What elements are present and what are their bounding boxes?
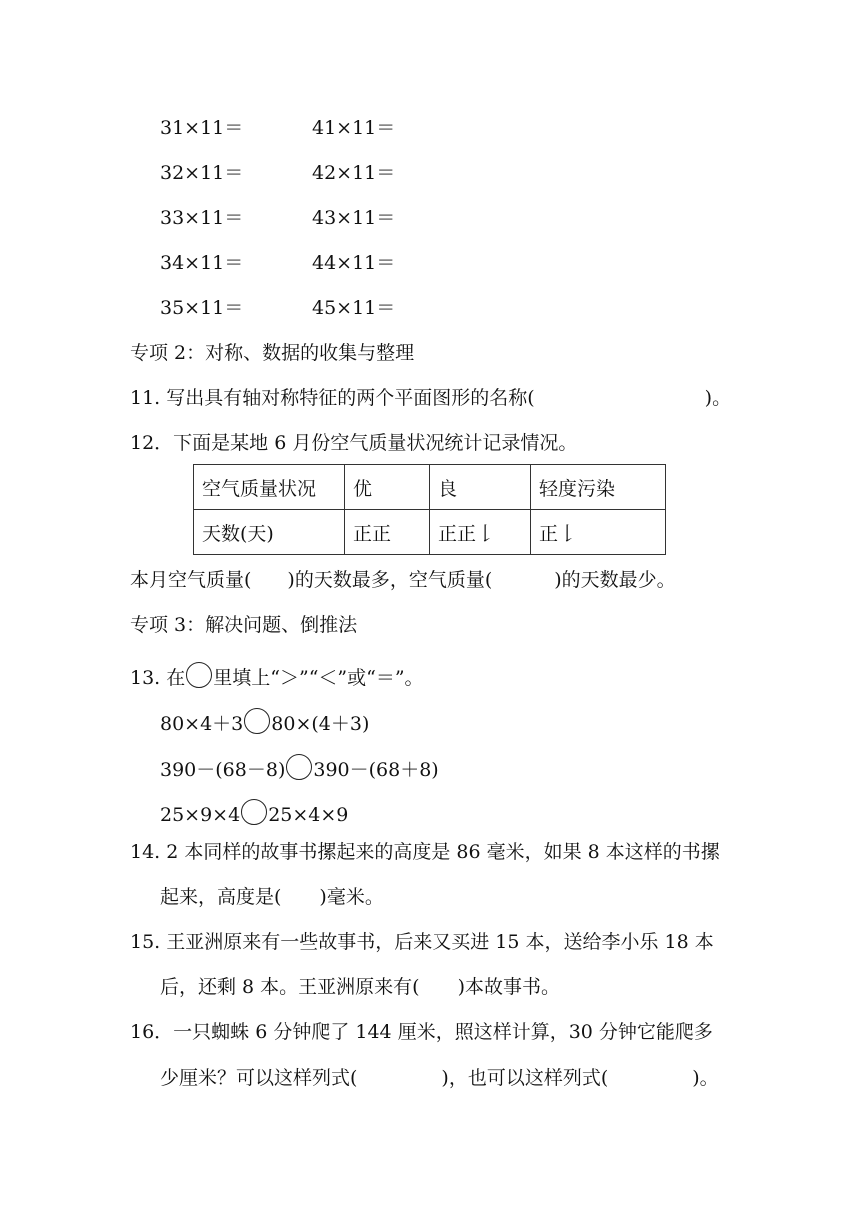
table-row — [194, 510, 666, 555]
table-cell: 轻度污染 — [531, 465, 666, 510]
followup-text: )的天数最少。 — [554, 569, 676, 591]
table-cell: 空气质量状况 — [194, 465, 345, 510]
question-15-text: 后，还剩 8 本。王亚洲原来有( — [160, 976, 420, 998]
followup-text: )的天数最多，空气质量( — [287, 569, 493, 591]
multiplication-item: 42×11＝ — [312, 162, 396, 184]
compare-item — [160, 799, 348, 827]
table-cell: 天数(天) — [194, 510, 345, 555]
multiplication-item: 33×11＝ — [160, 207, 244, 229]
multiplication-item: 32×11＝ — [160, 162, 244, 184]
question-11-text: 11. 写出具有轴对称特征的两个平面图形的名称( — [130, 387, 535, 409]
followup-text: 本月空气质量( — [130, 569, 252, 591]
question-16-end: )。 — [692, 1067, 719, 1089]
table-cell: 正正𠄌 — [430, 510, 531, 555]
section-title: 专项 3：解决问题、倒推法 — [130, 614, 358, 636]
table-cell: 正正 — [345, 510, 430, 555]
compare-item — [160, 708, 369, 736]
compare-item — [160, 754, 439, 782]
question-16-mid: )，也可以这样列式( — [441, 1067, 609, 1089]
table-row — [194, 465, 666, 510]
compare-right: 80×(4＋3) — [271, 713, 370, 735]
question-13-prefix: 13. 在 — [130, 667, 186, 689]
section-title: 专项 2：对称、数据的收集与整理 — [130, 342, 415, 364]
compare-right: 390－(68＋8) — [313, 759, 439, 781]
compare-circle-blank[interactable] — [241, 799, 267, 825]
question-14-line1: 14. 2 本同样的故事书摞起来的高度是 86 毫米，如果 8 本这样的书摞 — [130, 841, 720, 863]
multiplication-item: 41×11＝ — [312, 117, 396, 139]
question-14-end: )毫米。 — [319, 886, 384, 908]
compare-circle-blank[interactable] — [286, 754, 312, 780]
circle-icon — [186, 662, 212, 688]
question-12-followup — [130, 568, 676, 592]
question-14-text: 起来，高度是( — [160, 886, 282, 908]
table-cell: 正𠄌 — [531, 510, 666, 555]
multiplication-item: 34×11＝ — [160, 252, 244, 274]
question-11 — [130, 386, 731, 410]
multiplication-item: 31×11＝ — [160, 117, 244, 139]
question-16-line2 — [160, 1066, 719, 1090]
table-cell: 优 — [345, 465, 430, 510]
question-16-line1: 16．一只蜘蛛 6 分钟爬了 144 厘米，照这样计算，30 分钟它能爬多 — [130, 1021, 713, 1043]
multiplication-item: 45×11＝ — [312, 297, 396, 319]
question-15-line2 — [160, 975, 560, 999]
air-quality-table — [193, 464, 666, 555]
compare-left: 80×4＋3 — [160, 713, 244, 735]
question-13-suffix: 里填上“＞”“＜”或“＝”。 — [213, 667, 424, 689]
multiplication-item: 35×11＝ — [160, 297, 244, 319]
table-cell: 良 — [430, 465, 531, 510]
question-11-end: )。 — [704, 387, 732, 409]
multiplication-item: 43×11＝ — [312, 207, 396, 229]
question-13 — [130, 662, 424, 690]
question-14-line2 — [160, 885, 384, 909]
multiplication-item: 44×11＝ — [312, 252, 396, 274]
question-12: 12．下面是某地 6 月份空气质量状况统计记录情况。 — [130, 432, 578, 454]
question-15-line1: 15. 王亚洲原来有一些故事书，后来又买进 15 本，送给李小乐 18 本 — [130, 931, 714, 953]
compare-left: 390－(68－8) — [160, 759, 286, 781]
compare-left: 25×9×4 — [160, 804, 241, 826]
question-15-end: )本故事书。 — [457, 976, 561, 998]
question-16-text: 少厘米？可以这样列式( — [160, 1067, 358, 1089]
compare-right: 25×4×9 — [268, 804, 349, 826]
compare-circle-blank[interactable] — [244, 708, 270, 734]
